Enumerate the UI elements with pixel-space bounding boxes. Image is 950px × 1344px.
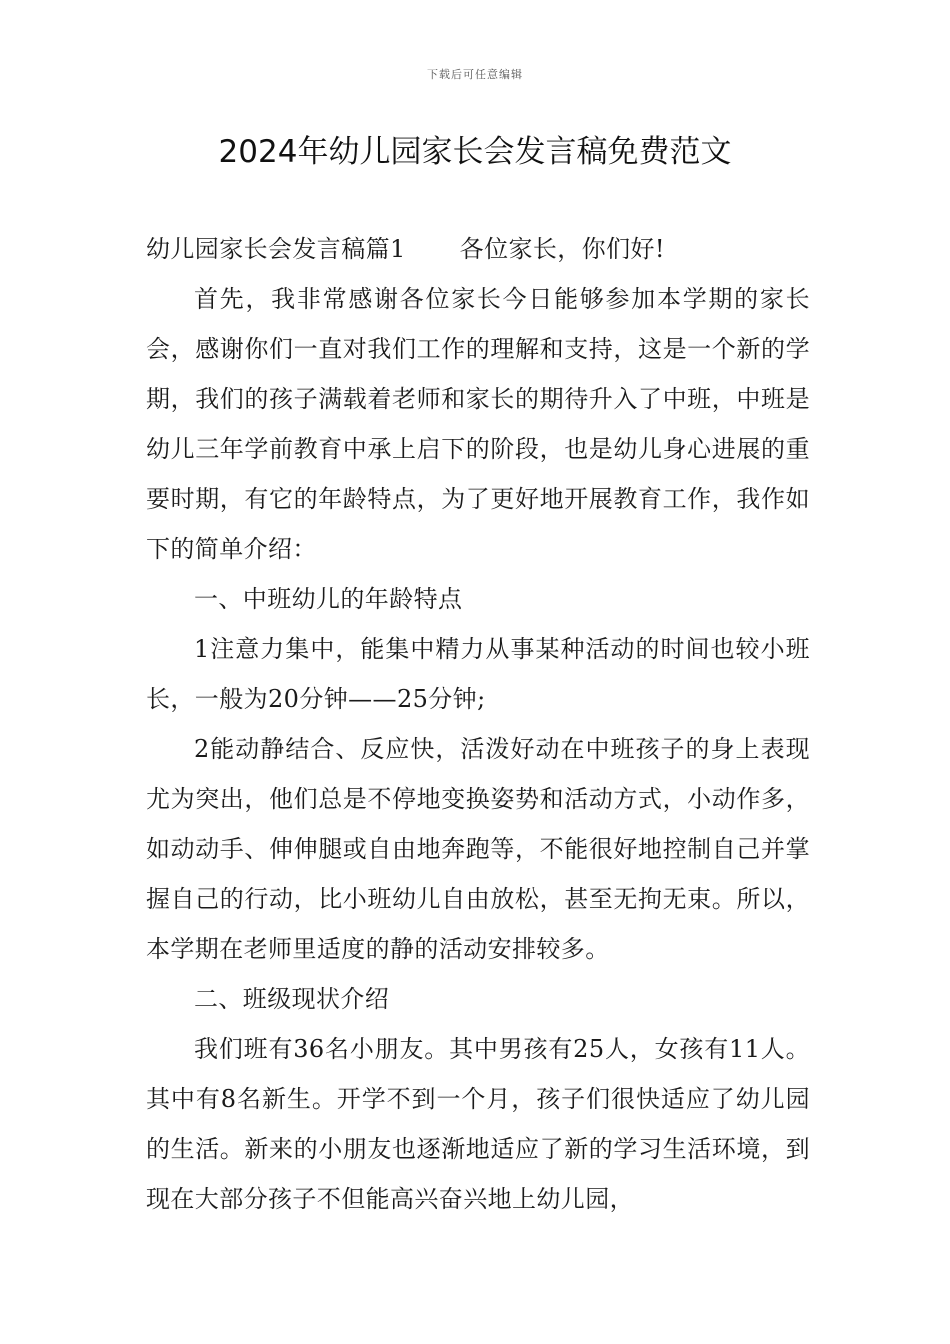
paragraph-attention: 1注意力集中，能集中精力从事某种活动的时间也较小班长，一般为20分钟——25分钟; bbox=[146, 635, 810, 713]
paragraph-class-info: 我们班有36名小朋友。其中男孩有25人，女孩有11人。其中有8名新生。开学不到一个月，孩子们很快适应了幼儿园的生活。新来的小朋友也逐渐地适应了新的学习生活环境，到现在大部分孩子不但能高兴奋兴地上幼儿园， bbox=[146, 1035, 810, 1213]
heading-class-status: 二、班级现状介绍 bbox=[194, 985, 390, 1013]
section-label: 幼儿园家长会发言稿篇1 bbox=[146, 235, 406, 263]
header-note: 下载后可任意编辑 bbox=[427, 68, 523, 81]
page-title: 2024年幼儿园家长会发言稿免费范文 bbox=[218, 134, 732, 170]
greeting: 各位家长，你们好! bbox=[459, 235, 665, 263]
opening-line bbox=[146, 224, 810, 274]
paragraph-activity: 2能动静结合、反应快，活泼好动在中班孩子的身上表现尤为突出，他们总是不停地变换姿势和活动方式，小动作多，如动动手、伸伸腿或自由地奔跑等，不能很好地控制自己并掌握自己的行动，比小班幼儿自由放松，甚至无拘无束。所以，本学期在老师里适度的静的活动安排较多。 bbox=[146, 735, 810, 963]
heading-age-traits: 一、中班幼儿的年龄特点 bbox=[194, 585, 463, 613]
paragraph-intro: 首先，我非常感谢各位家长今日能够参加本学期的家长会，感谢你们一直对我们工作的理解和支持，这是一个新的学期，我们的孩子满载着老师和家长的期待升入了中班，中班是幼儿三年学前教育中承上启下的阶段，也是幼儿身心进展的重要时期，有它的年龄特点，为了更好地开展教育工作，我作如下的简单介绍： bbox=[146, 285, 810, 563]
document-body bbox=[146, 224, 810, 1224]
